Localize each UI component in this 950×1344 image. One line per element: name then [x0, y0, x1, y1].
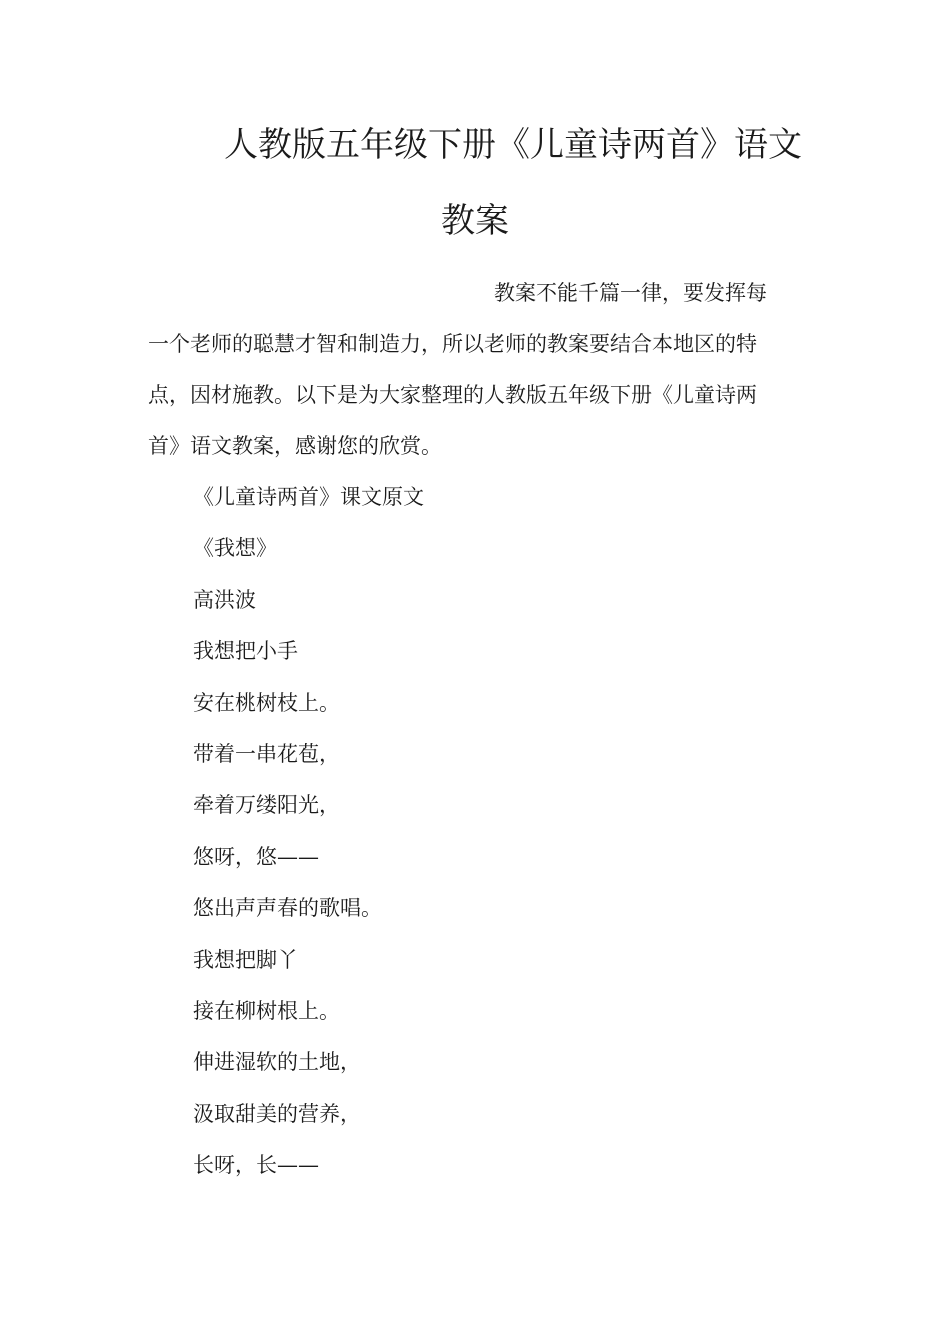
poem-line: 长呀，长——	[193, 1153, 319, 1178]
intro-line: 首》语文教案，感谢您的欣赏。	[148, 434, 442, 458]
intro-line: 一个老师的聪慧才智和制造力，所以老师的教案要结合本地区的特	[148, 332, 757, 356]
poem-line: 悠出声声春的歌唱。	[193, 896, 382, 921]
section-heading: 《儿童诗两首》课文原文	[193, 485, 424, 509]
intro-line: 点，因材施教。以下是为大家整理的人教版五年级下册《儿童诗两	[148, 383, 757, 407]
document-title-continued: 教案	[441, 201, 509, 241]
poem-line: 接在柳树根上。	[193, 999, 340, 1024]
document-title: 人教版五年级下册《儿童诗两首》语文	[224, 125, 802, 165]
poem-line: 汲取甜美的营养，	[193, 1101, 361, 1126]
poem-author: 高洪波	[193, 587, 256, 612]
poem-line: 我想把脚丫	[193, 947, 298, 972]
poem-line: 牵着万缕阳光，	[193, 793, 340, 818]
poem-line: 带着一串花苞，	[193, 742, 340, 767]
poem-line: 我想把小手	[193, 639, 298, 664]
intro-line: 教案不能千篇一律，要发挥每	[494, 281, 767, 305]
poem-line: 伸进湿软的土地，	[193, 1050, 361, 1075]
poem-title: 《我想》	[193, 536, 277, 561]
intro-paragraph	[148, 268, 802, 472]
poem-text	[193, 472, 424, 1192]
poem-line: 悠呀，悠——	[193, 844, 319, 869]
poem-line: 安在桃树枝上。	[193, 690, 340, 715]
